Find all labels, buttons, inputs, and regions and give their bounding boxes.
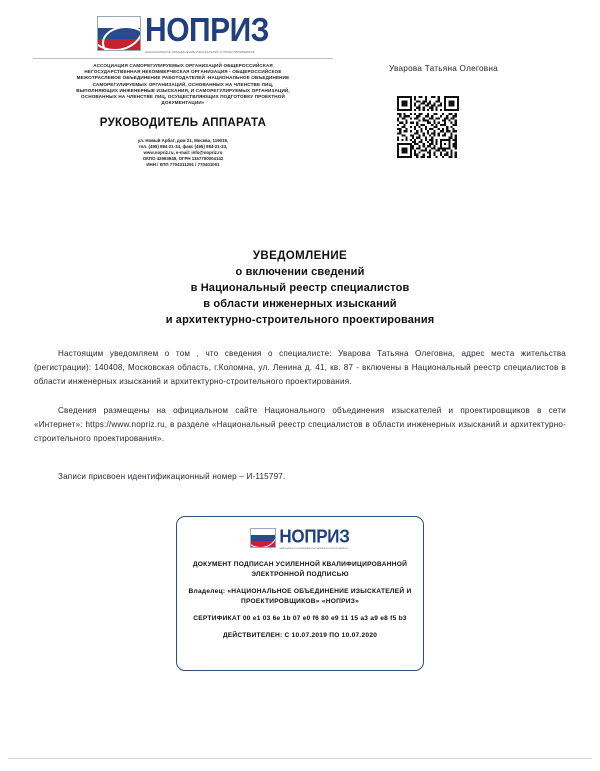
notice-title-line-5: и архитектурно-строительного проектирования xyxy=(165,314,435,326)
contact-details-block xyxy=(18,138,348,168)
electronic-signature-stamp xyxy=(176,516,424,671)
notice-title-line-1: УВЕДОМЛЕНИЕ xyxy=(252,250,348,262)
stamp-validity-period: ДЕЙСТВИТЕЛЕН: С 10.07.2019 ПО 10.07.2020 xyxy=(222,632,378,639)
paragraph-1-text: Настоящим уведомляем о том , что сведения о специалисте: Уварова Татьяна Олеговна, адрес места жительства (регистрации): 140408, Московская область, г.Коломна, ул. Ленина д. 41, кв. 87 - включены в Национальный реестр специалистов в области инженерных изысканий и архитектурно-строительного проектирования. xyxy=(34,349,566,386)
organization-line: САМОРЕГУЛИРУЕМЫХ ОРГАНИЗАЦИЙ, ОСНОВАННЫХ НА ЧЛЕНСТВЕ ЛИЦ, xyxy=(92,81,274,87)
logo-wordmark: НОПРИЗ xyxy=(145,11,269,49)
stamp-certificate-number: СЕРТИФИКАТ 00 e1 03 6e 1b 07 e0 f6 80 e9 11 15 a3 a9 e8 f5 b3 xyxy=(193,615,407,622)
paragraph-3-text: Записи присвоен идентификационный номер – И-115797. xyxy=(58,472,286,481)
addressee-name: Уварова Татьяна Олеговна xyxy=(389,64,498,73)
paragraph-2-text: Сведения размещены на официальном сайте Национального объединения изыскателей и проектировщиков в сети «Интернет»: https://www.nopriz.ru, в разделе «Национальный реестр специалистов в области инженерных изысканий и архитектурно-строительного проектирования». xyxy=(34,406,566,443)
page-bottom-rule xyxy=(8,758,592,759)
nopriz-flag-emblem-icon xyxy=(97,16,141,51)
nopriz-logo xyxy=(18,11,348,55)
body-paragraph-identifier xyxy=(34,470,566,484)
organization-line: ДОКУМЕНТАЦИИ» xyxy=(161,100,205,106)
stamp-signed-line-1: ДОКУМЕНТ ПОДПИСАН УСИЛЕННОЙ КВАЛИФИЦИРОВАННОЙ xyxy=(192,561,408,568)
organization-line: МЕЖОТРАСЛЕВОЕ ОБЪЕДИНЕНИЕ РАБОТОДАТЕЛЕЙ -НАЦИОНАЛЬНОЕ ОБЪЕДИНЕНИЕ xyxy=(76,75,290,81)
stamp-flag-emblem-icon xyxy=(250,528,276,548)
notice-title-line-4: в области инженерных изысканий xyxy=(203,298,397,310)
letterhead-divider xyxy=(33,58,333,59)
letterhead-block xyxy=(18,11,348,168)
stamp-logo-text-wrap xyxy=(279,527,349,551)
contact-okpo-ogrn: ОКПО 42993948, ОГРН 1157700004142 xyxy=(142,156,224,162)
contact-web-email: www.nopriz.ru, e-mail: info@nopriz.ru xyxy=(143,150,223,156)
contact-address: ул. Новый Арбат, дом 21, Москва, 119019, xyxy=(137,138,229,144)
position-title: РУКОВОДИТЕЛЬ АППАРАТА xyxy=(99,117,267,130)
contact-phone: тел. (495) 984-21-34, факс (495) 984-21-33, xyxy=(138,144,228,150)
organization-line: ОСНОВАННЫХ НА ЧЛЕНСТВЕ ЛИЦ, ОСУЩЕСТВЛЯЮЩИХ ПОДГОТОВКУ ПРОЕКТНОЙ xyxy=(81,94,285,100)
organization-line: НЕГОСУДАРСТВЕННАЯ НЕКОММЕРЧЕСКАЯ ОРГАНИЗАЦИЯ - ОБЩЕРОССИЙСКОЕ xyxy=(84,69,282,75)
body-paragraph-website xyxy=(34,404,566,446)
stamp-logo-subtitle: НАЦИОНАЛЬНОЕ ОБЪЕДИНЕНИЕ ИЗЫСКАТЕЛЕЙ И ПРОЕКТИРОВЩИКОВ xyxy=(279,548,348,550)
notice-title-line-2: о включении сведений xyxy=(235,266,365,278)
organization-line: ВЫПОЛНЯЮЩИХ ИНЖЕНЕРНЫЕ ИЗЫСКАНИЯ, И САМОРЕГУЛИРУЕМЫХ ОРГАНИЗАЦИЙ, xyxy=(76,87,290,93)
stamp-owner-line-1: Владелец: «НАЦИОНАЛЬНОЕ ОБЪЕДИНЕНИЕ ИЗЫСКАТЕЛЕЙ И xyxy=(188,588,412,595)
qr-code-icon xyxy=(397,96,459,158)
notice-title-line-3: в Национальный реестр специалистов xyxy=(190,282,410,294)
addressee-column xyxy=(372,64,582,158)
contact-inn-kpp: ИНН / КПП 7704311291 / 770401001 xyxy=(146,162,220,168)
logo-subtitle: НАЦИОНАЛЬНОЕ ОБЪЕДИНЕНИЕ ИЗЫСКАТЕЛЕЙ И ПРОЕКТИРОВЩИКОВ xyxy=(145,51,255,54)
notice-title-block xyxy=(0,250,600,326)
organization-line: АССОЦИАЦИЯ САМОРЕГУЛИРУЕМЫХ ОРГАНИЗАЦИЙ ОБЩЕРОССИЙСКАЯ xyxy=(93,63,273,68)
organization-name-block xyxy=(18,63,348,106)
stamp-owner-line-2: ПРОЕКТИРОВЩИКОВ» «НОПРИЗ» xyxy=(240,598,360,605)
stamp-signed-line-2: ЭЛЕКТРОННОЙ ПОДПИСЬЮ xyxy=(251,571,349,578)
stamp-nopriz-logo xyxy=(177,527,423,551)
stamp-logo-wordmark: НОПРИЗ xyxy=(279,525,350,547)
body-paragraph-registration xyxy=(34,347,566,389)
logo-text-wrap xyxy=(145,11,269,55)
